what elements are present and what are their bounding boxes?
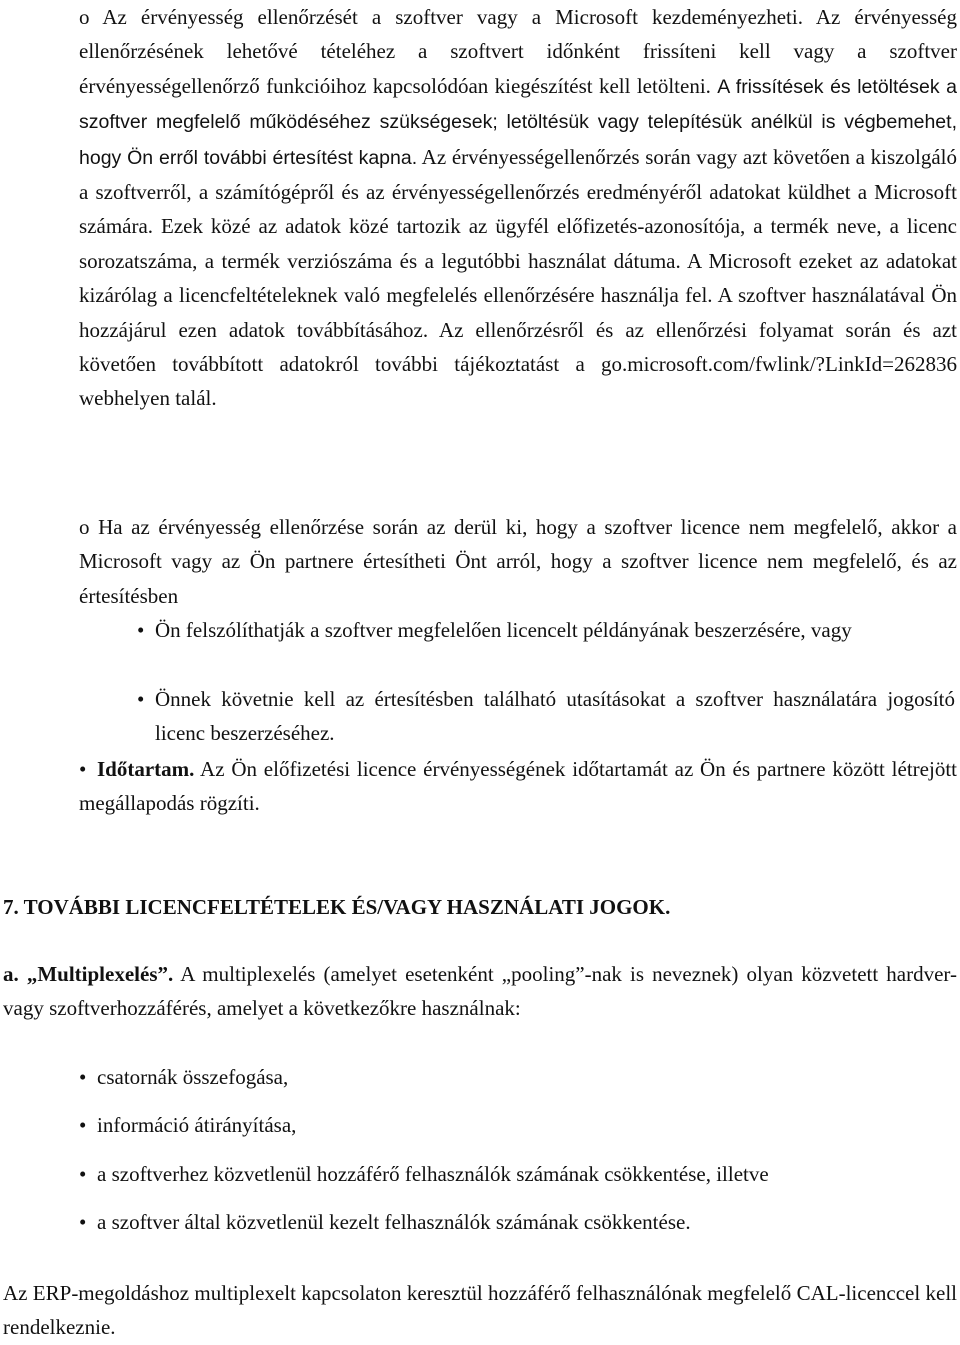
bullet-icon: • xyxy=(137,618,145,642)
sub-bullet-item xyxy=(137,613,955,647)
list-item-text: a szoftverhez közvetlenül hozzáférő felhasználók számának csökkentése, illetve xyxy=(97,1162,769,1186)
list-item-text: információ átirányítása, xyxy=(97,1113,297,1137)
duration-text xyxy=(79,752,957,821)
duration-body: Az Ön előfizetési licence érvényességének időtartamát az Ön és partnere között létrejött megállapodás rögzíti. xyxy=(79,757,957,816)
sub-bullet-text: Önnek követnie kell az értesítésben található utasításokat a szoftver használatára jogosító licenc beszerzéséhez. xyxy=(155,687,955,746)
sub-bullet-item xyxy=(137,682,955,751)
multiplexing-label: a. „Multiplexelés”. xyxy=(3,962,174,986)
bullet-icon: • xyxy=(79,1065,87,1089)
bullet-icon: • xyxy=(79,1113,87,1137)
invalid-license-paragraph: o Ha az érvényesség ellenőrzése során az derül ki, hogy a szoftver licence nem megfelelő, akkor a Microsoft vagy az Ön partnere értesítheti Önt arról, hogy a szoftver licence nem megfelelő, és az értesítésben xyxy=(79,515,957,608)
bullet-icon: • xyxy=(79,757,87,781)
sub-bullet-text: Ön felszólíthatják a szoftver megfelelően licencelt példányának beszerzésére, vagy xyxy=(155,618,852,642)
updates-sentence: A frissítések és letöltések a szoftver megfelelő működéséhez szükségesek; letöltésük vagy telepítésük anélkül is végbemehet, hogy Ön erről további értesítést kapna. xyxy=(79,75,957,169)
bullet-icon: • xyxy=(137,687,145,711)
duration-label: Időtartam. xyxy=(97,757,195,781)
section-heading: 7. TOVÁBBI LICENCFELTÉTELEK ÉS/VAGY HASZNÁLATI JOGOK. xyxy=(3,895,671,919)
validation-paragraph xyxy=(79,0,957,416)
multiplexing-text: A multiplexelés (amelyet esetenként „pooling”-nak is neveznek) olyan közvetett hardver- vagy szoftverhozzáférés, amelyet a következőkre használnak: xyxy=(3,962,957,1021)
multiplexing-paragraph xyxy=(3,957,957,1026)
bullet-icon: • xyxy=(79,1162,87,1186)
validation-tail: Az érvényességellenőrzés során vagy azt követően a kiszolgáló a szoftverről, a számítógépről és az érvényességellenőrzés eredményéről adatokat küldhet a Microsoft számára. Ezek közé az adatok közé tartozik az ügyfél előfizetés-azonosítója, a termék neve, a licenc sorozatszáma, a termék verziószáma és a legutóbbi használat dátuma. A Microsoft ezeket az adatokat kizárólag a licencfeltételeknek való megfelelés ellenőrzésére használja fel. A szoftver használatával Ön hozzájárul ezen adatok továbbításához. Az ellenőrzésről és az ellenőrzési folyamat során és azt követően továbbított adatokról további tájékoztatást a go.microsoft.com/fwlink/?LinkId=262836 webhelyen talál. xyxy=(79,144,957,411)
erp-cal-paragraph: Az ERP-megoldáshoz multiplexelt kapcsolaton keresztül hozzáférő felhasználónak megfelelő CAL-licenccel kell rendelkeznie. xyxy=(3,1281,957,1340)
validation-lead: o Az érvényesség ellenőrzését a szoftver vagy a Microsoft kezdeményezheti. Az érvényesség ellenőrzésének lehetővé tételéhez a szoftvert időnként frissíteni kell vagy a szoftver érvényességellenőrző funkcióihoz kapcsolódóan kiegészítést kell letölteni. xyxy=(79,5,957,98)
list-item-text: csatornák összefogása, xyxy=(97,1065,289,1089)
duration-bullet xyxy=(79,752,957,821)
bullet-icon: • xyxy=(79,1210,87,1234)
list-item-text: a szoftver által közvetlenül kezelt felhasználók számának csökkentése. xyxy=(97,1210,691,1234)
